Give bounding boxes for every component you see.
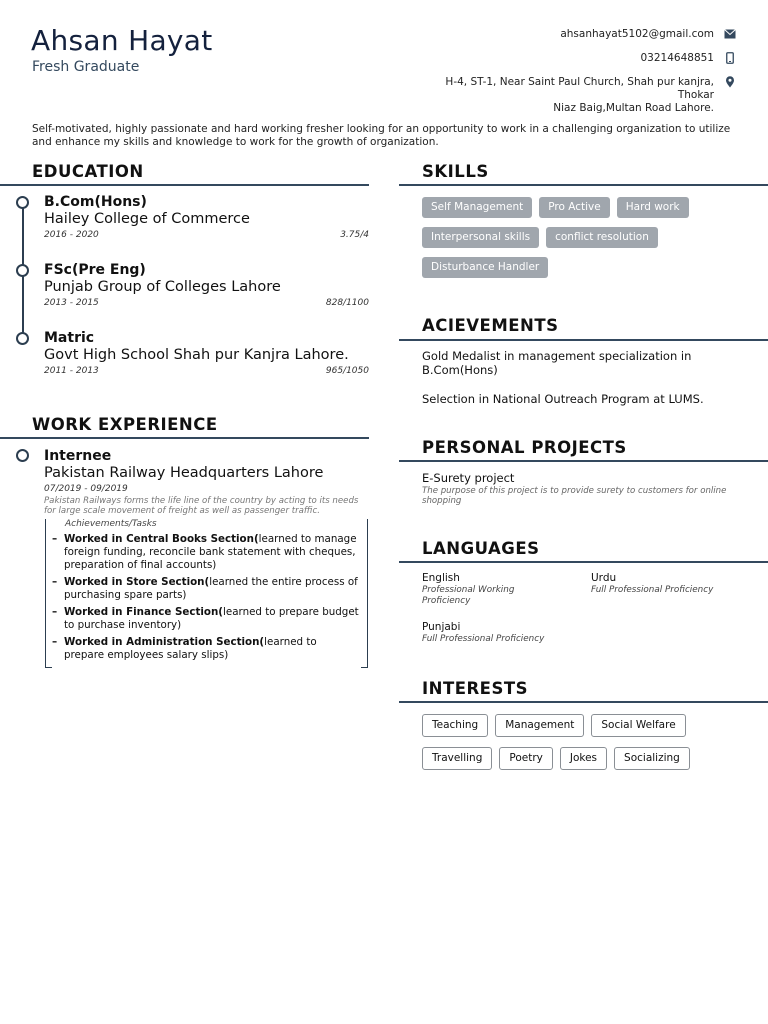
task-section: Worked in Finance Section(	[64, 606, 224, 618]
task-detail: learned to manage foreign funding, reconcile bank statement with cheques, preparation of final accounts)	[64, 533, 357, 571]
education-dates: 2011 - 2013	[44, 366, 99, 376]
languages-heading: LANGUAGES	[422, 539, 540, 558]
education-entry	[44, 262, 369, 308]
task-item	[64, 576, 359, 602]
skill-tag: Self Management	[422, 197, 532, 218]
languages-divider	[399, 561, 768, 563]
achievement-item: Gold Medalist in management specialization in B.Com(Hons)	[422, 349, 692, 377]
interests-divider	[399, 701, 768, 703]
language-item	[422, 621, 582, 645]
language-level: Professional Working Proficiency	[422, 585, 515, 606]
project-name: E-Surety project	[422, 471, 515, 485]
interest-tag: Poetry	[499, 747, 553, 770]
timeline-dot	[16, 264, 29, 277]
degree-title: FSc(Pre Eng)	[44, 262, 146, 278]
skills-heading: SKILLS	[422, 162, 489, 181]
organization-description: Pakistan Railways forms the life line of the country by acting to its needs for large scale movement of freight as well as passenger traffic.	[44, 496, 359, 516]
timeline-dot	[16, 449, 29, 462]
project-description: The purpose of this project is to provide surety to customers for online shopping	[422, 486, 727, 506]
language-item	[591, 572, 751, 596]
language-name: Urdu	[591, 572, 617, 584]
work-dates: 07/2019 - 09/2019	[44, 484, 128, 494]
task-detail: learned the entire process of purchasing spare parts)	[64, 576, 358, 601]
contact-address	[406, 76, 736, 115]
task-item	[64, 533, 359, 572]
contact-email[interactable]	[560, 28, 736, 41]
task-section: Worked in Central Books Section(	[64, 533, 259, 545]
job-title: Internee	[44, 448, 112, 464]
degree-title: Matric	[44, 330, 95, 346]
language-level: Full Professional Proficiency	[422, 634, 545, 644]
education-divider	[0, 184, 369, 186]
achievement-item: Selection in National Outreach Program at LUMS.	[422, 392, 704, 406]
timeline-dot	[16, 196, 29, 209]
interest-tag: Management	[495, 714, 584, 737]
work-entry	[44, 448, 369, 668]
candidate-role: Fresh Graduate	[32, 59, 140, 75]
skill-tag: Disturbance Handler	[422, 257, 548, 278]
professional-summary: Self-motivated, highly passionate and hard working fresher looking for an opportunity to work in a challenging organization to utilize and enhance my skills and knowledge to work for the growth of organization.	[32, 123, 731, 148]
work-divider	[0, 437, 369, 439]
address-line-1: H-4, ST-1, Near Saint Paul Church, Shah pur kanjra, Thokar	[445, 76, 714, 101]
skill-tag: Interpersonal skills	[422, 227, 539, 248]
education-score: 3.75/4	[340, 230, 369, 240]
school-name: Hailey College of Commerce	[44, 211, 250, 227]
work-experience-heading: WORK EXPERIENCE	[32, 415, 218, 434]
education-entry	[44, 330, 369, 376]
resume-header	[0, 0, 768, 120]
language-item	[422, 572, 542, 607]
interest-tag: Socializing	[614, 747, 690, 770]
mobile-phone-icon	[724, 52, 736, 64]
education-heading: EDUCATION	[32, 162, 144, 181]
skill-tag: Pro Active	[539, 197, 609, 218]
school-name: Govt High School Shah pur Kanjra Lahore.	[44, 347, 349, 363]
education-score: 965/1050	[325, 366, 369, 376]
school-name: Punjab Group of Colleges Lahore	[44, 279, 281, 295]
task-detail: learned to prepare employees salary slips)	[64, 636, 317, 661]
language-name: Punjabi	[422, 621, 461, 633]
education-dates: 2016 - 2020	[44, 230, 99, 240]
interest-tag: Social Welfare	[591, 714, 685, 737]
task-section: Worked in Administration Section(	[64, 636, 265, 648]
skill-tag: Hard work	[617, 197, 689, 218]
task-section: Worked in Store Section(	[64, 576, 210, 588]
email-text[interactable]: ahsanhayat5102@gmail.com	[560, 28, 714, 40]
envelope-icon	[724, 28, 736, 40]
tasks-list	[45, 519, 368, 668]
projects-heading: PERSONAL PROJECTS	[422, 438, 627, 457]
task-detail: learned to prepare budget to purchase inventory)	[64, 606, 359, 631]
education-dates: 2013 - 2015	[44, 298, 99, 308]
language-name: English	[422, 572, 460, 584]
projects-divider	[399, 460, 768, 462]
skill-tag: conflict resolution	[546, 227, 658, 248]
task-item	[64, 636, 359, 662]
skills-divider	[399, 184, 768, 186]
organization-name: Pakistan Railway Headquarters Lahore	[44, 465, 324, 481]
timeline-dot	[16, 332, 29, 345]
candidate-name: Ahsan Hayat	[31, 24, 213, 57]
tasks-label: Achievements/Tasks	[65, 519, 157, 529]
phone-text[interactable]: 03214648851	[640, 52, 714, 64]
address-line-2: Niaz Baig,Multan Road Lahore.	[553, 102, 714, 114]
education-entry	[44, 194, 369, 240]
achievements-divider	[399, 339, 768, 341]
contact-phone[interactable]	[641, 52, 737, 65]
interest-tag: Jokes	[560, 747, 607, 770]
language-level: Full Professional Proficiency	[591, 585, 714, 595]
location-pin-icon	[724, 76, 736, 88]
skills-list	[422, 197, 752, 278]
interest-tag: Teaching	[422, 714, 488, 737]
interests-heading: INTERESTS	[422, 679, 528, 698]
achievements-heading: ACIEVEMENTS	[422, 316, 559, 335]
interests-list	[422, 714, 722, 770]
interest-tag: Travelling	[422, 747, 492, 770]
degree-title: B.Com(Hons)	[44, 194, 147, 210]
task-item	[64, 606, 359, 632]
education-score: 828/1100	[325, 298, 369, 308]
